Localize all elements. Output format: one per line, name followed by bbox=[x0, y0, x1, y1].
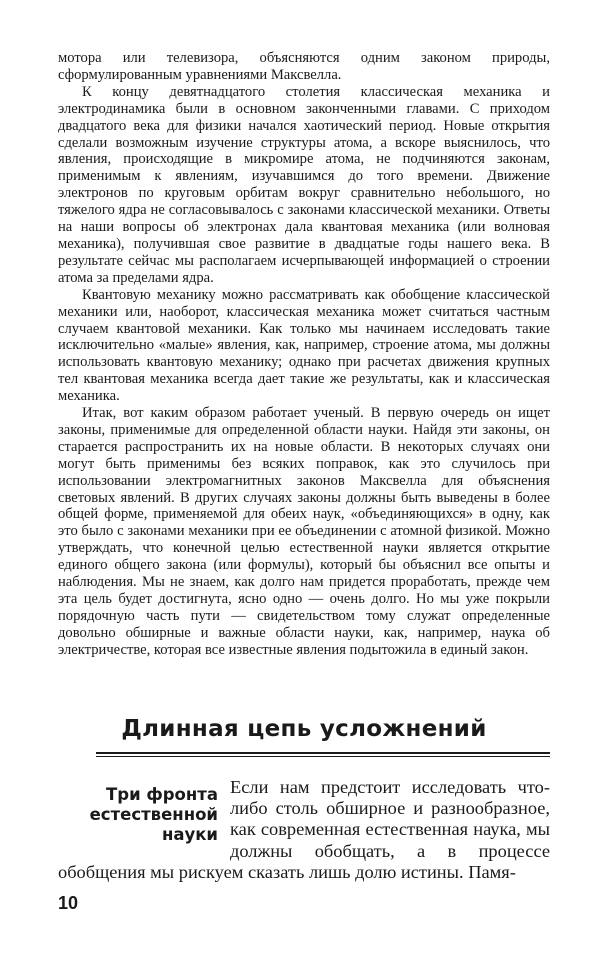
heading-rule bbox=[96, 752, 550, 754]
section-paragraph: Если нам предстоит исследовать что-либо столь обширное и разнообразное, как современная естественная наука, мы должны обобщать, а в процессе обобщения мы рискуем сказать лишь долю истины. Памя- bbox=[58, 777, 550, 882]
paragraph: Квантовую механику можно рассматривать как обобщение классической механики или, наоборот, классическая механика может считаться частным случаем квантовой механики. Как только мы начинаем исследовать такие исключительно «малые» явления, как, например, строение атома, мы должны использовать квантовую механику; однако при расчетах движения крупных тел квантовая механика всегда дает такие же результаты, как и классическая механика. bbox=[58, 286, 550, 405]
section-heading: Длинная цепь усложнений bbox=[121, 716, 487, 742]
paragraph: мотора или телевизора, объясняются одним законом природы, сформулированным уравнениями Максвелла. bbox=[58, 50, 550, 83]
section-block bbox=[58, 777, 550, 883]
body-text bbox=[58, 50, 550, 659]
subheading: Три фронта естественной науки bbox=[89, 785, 218, 844]
heading-rule-thin bbox=[96, 756, 550, 757]
paragraph: К концу девятнадцатого столетия классическая механика и электродинамика были в основном законченными главами. С приходом двадцатого века для физики начался хаотический период. Новые открытия сделали возможным изучение структуры атома, а вскоре выяснилось, что явления, происходящие в микромире атома, не подчиняются законам, применимым к явлениям, изучавшимся до того времени. Движение электронов по круговым орбитам вокруг сравнительно небольшого, но тяжелого ядра не согласовывалось с законами классической механики. Ответы на наши вопросы об электронах дала квантовая механика (или волновая механика), получившая свое развитие в двадцатые годы нашего века. В результате сейчас мы располагаем исчерпывающей информацией о строении атома за пределами ядра. bbox=[58, 83, 550, 286]
page-number: 10 bbox=[58, 893, 79, 913]
paragraph: Итак, вот каким образом работает ученый. В первую очередь он ищет законы, применимые для определенной области науки. Найдя эти законы, он старается распространить их на новые области. В некоторых случаях они могут быть применимы без всяких поправок, как это случилось при использовании электромагнитных законов Максвелла для объяснения световых явлений. В других случаях законы должны быть выведены в более общей форме, применяемой для обеих наук, «объединяющихся» в одну, как это было с законами механики при ее объединении с атомной физикой. Можно утверждать, что конечной целью естественной науки является открытие единого общего закона (или формулы), который бы объяснил все опыты и наблюдения. Мы не знаем, как долго нам придется проработать, прежде чем эта цель будет достигнута, ясно одно — очень долго. Но мы уже покрыли порядочную часть пути — свидетельством тому служат определенные довольно обширные и важные области науки, как, например, наука об электричестве, которая все известные явления подытожила в единый закон. bbox=[58, 405, 550, 658]
